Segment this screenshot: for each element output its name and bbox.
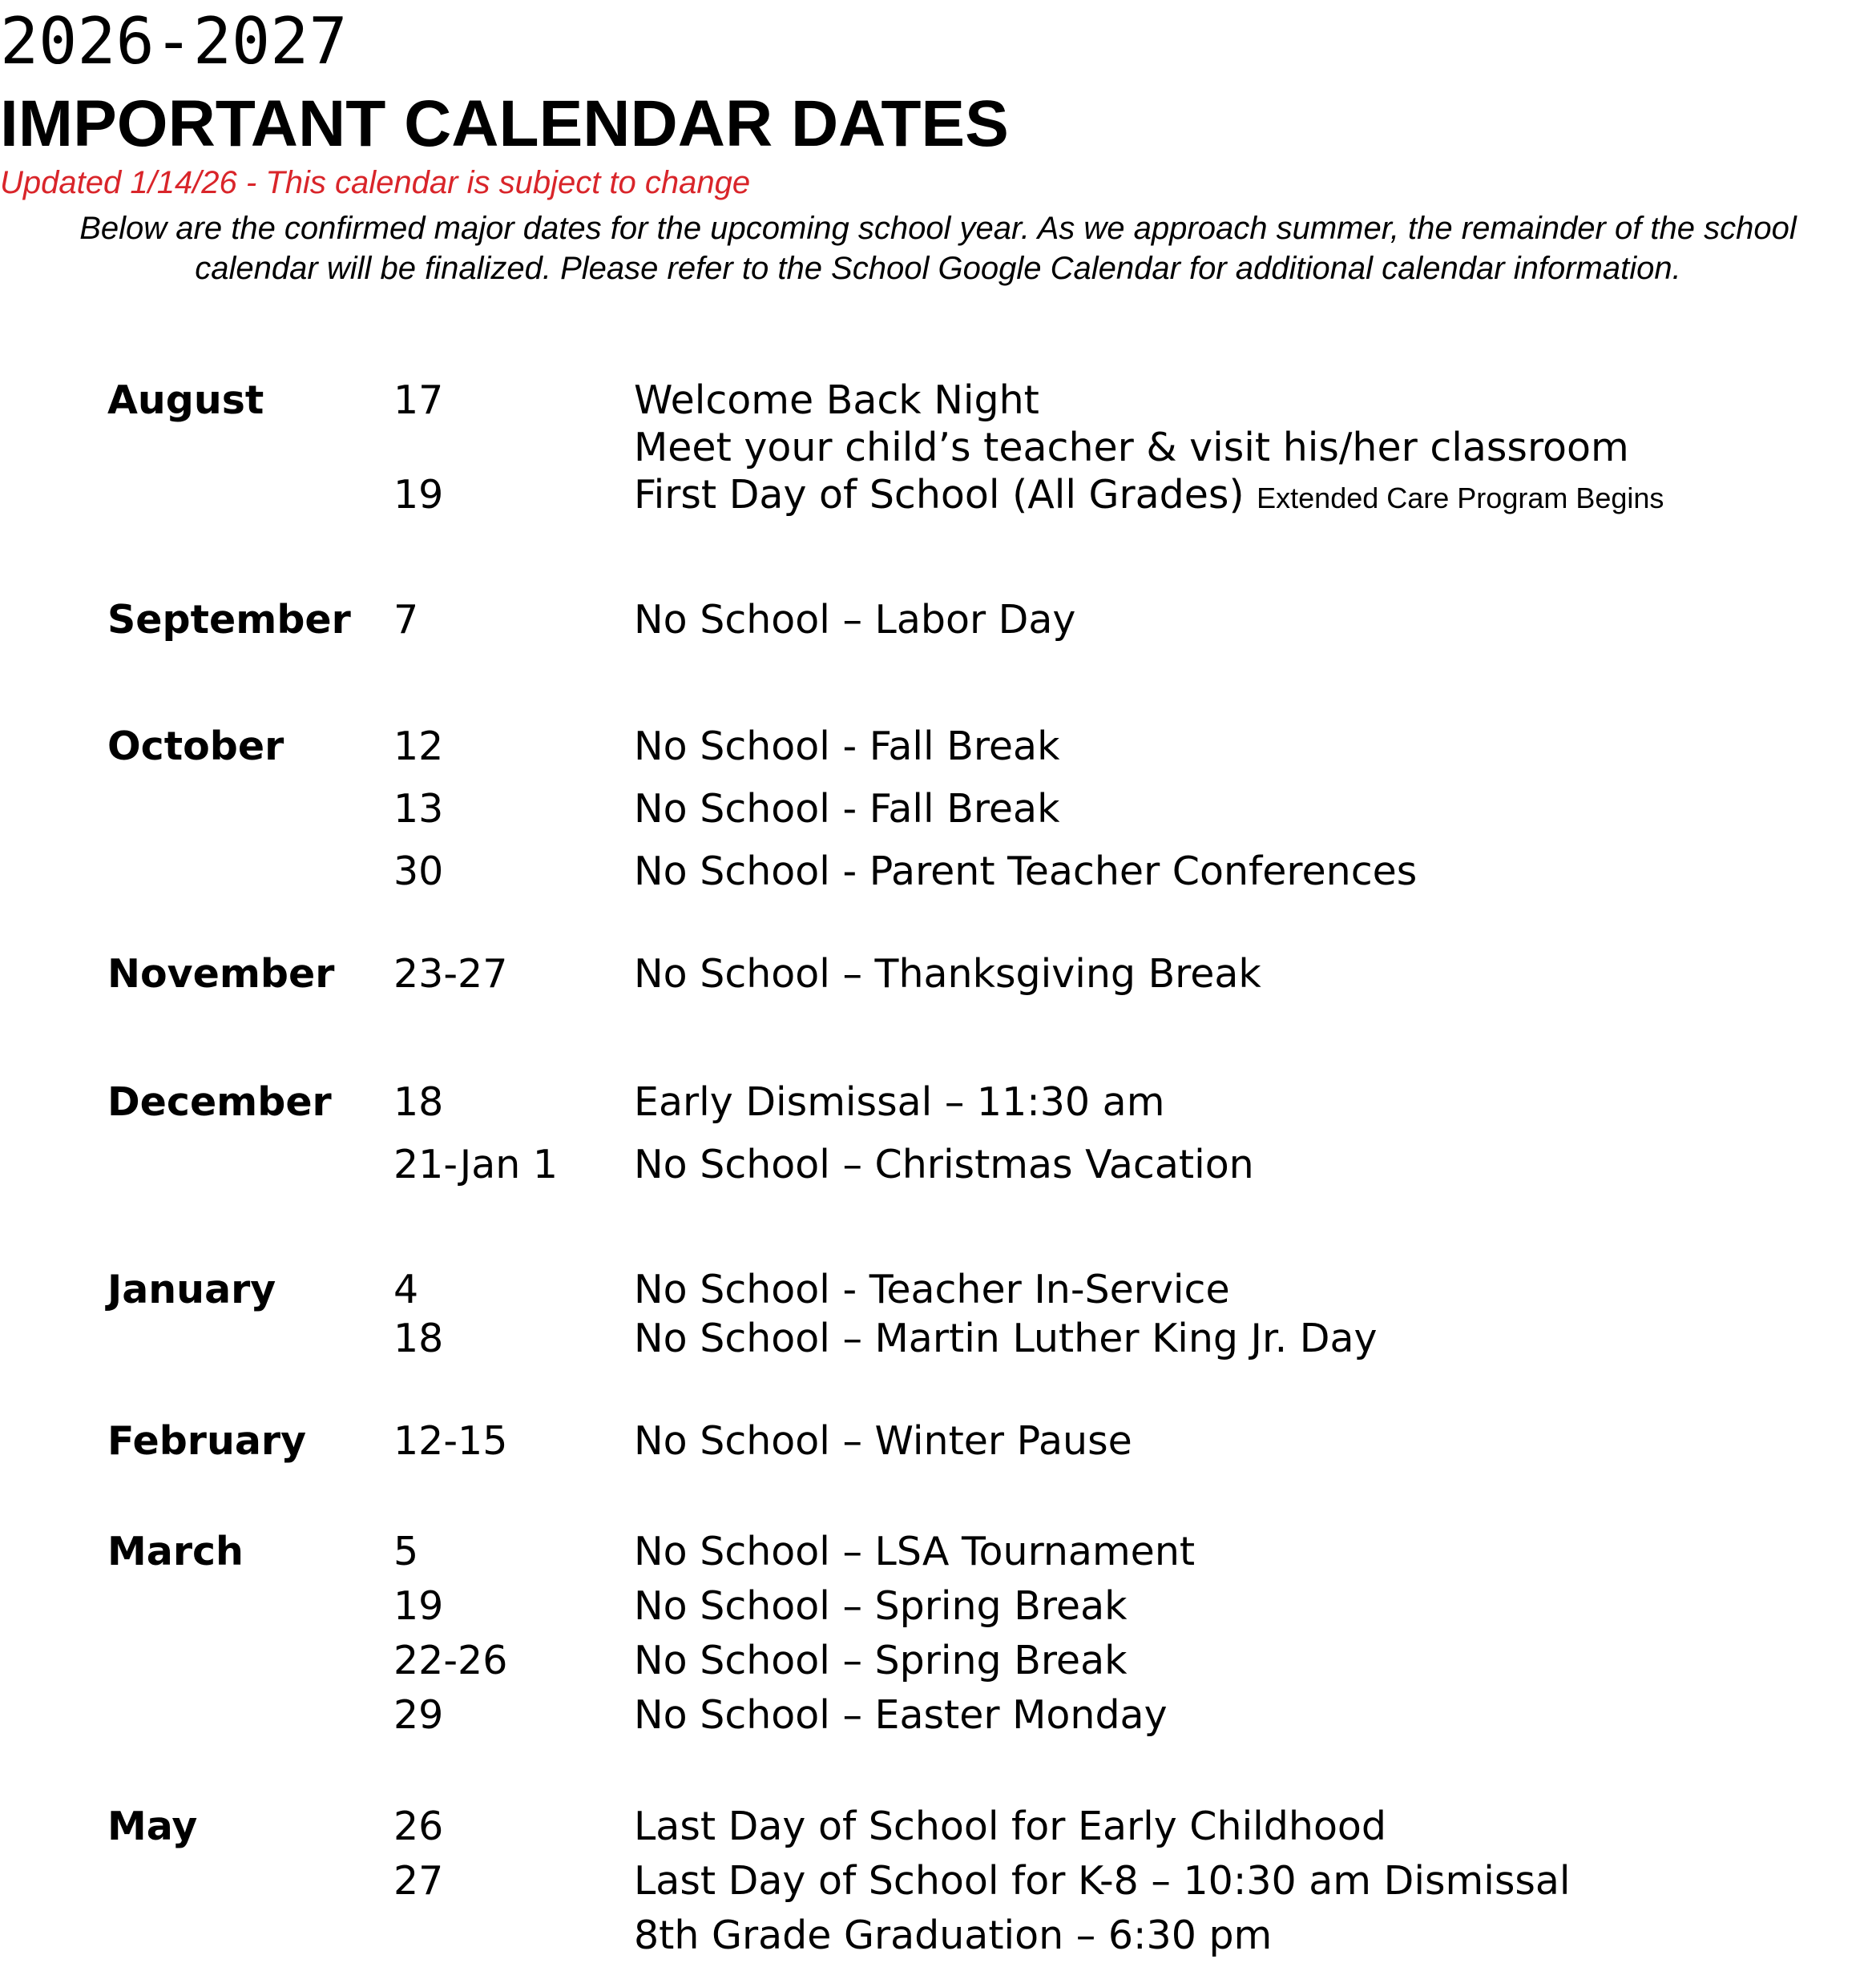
entry-date: 30 xyxy=(393,848,444,894)
entry-date: 7 xyxy=(393,597,419,643)
entry-event: No School – Easter Monday xyxy=(634,1692,1168,1738)
entry-event: Last Day of School for K-8 – 10:30 am Dismissal xyxy=(634,1858,1571,1904)
entry-event: No School - Fall Break xyxy=(634,724,1060,769)
entry-event: No School - Fall Break xyxy=(634,786,1060,832)
entry-date: 17 xyxy=(393,377,444,423)
month-label-may: May xyxy=(107,1804,198,1849)
entry-event: Meet your child’s teacher & visit his/her classroom xyxy=(634,425,1629,470)
entry-date: 12-15 xyxy=(393,1418,508,1464)
entry-event xyxy=(634,471,1664,522)
month-label-september: September xyxy=(107,597,351,643)
month-label-november: November xyxy=(107,951,335,997)
entry-event-text: First Day of School (All Grades) xyxy=(634,472,1245,518)
entry-date: 19 xyxy=(393,472,444,518)
entry-event: No School – LSA Tournament xyxy=(634,1529,1196,1574)
entry-date: 18 xyxy=(393,1316,444,1361)
entry-event: Last Day of School for Early Childhood xyxy=(634,1804,1387,1849)
intro-line-1: Below are the confirmed major dates for the upcoming school year. As we approach summer, the remainder of the school xyxy=(79,211,1797,246)
entry-event: No School – Martin Luther King Jr. Day xyxy=(634,1316,1378,1361)
entry-date: 22-26 xyxy=(393,1638,508,1683)
entry-event: No School – Labor Day xyxy=(634,597,1076,643)
page-title: IMPORTANT CALENDAR DATES xyxy=(0,87,1009,160)
entry-date: 13 xyxy=(393,786,444,832)
month-label-march: March xyxy=(107,1529,244,1574)
month-label-december: December xyxy=(107,1079,332,1125)
entry-event: No School – Spring Break xyxy=(634,1583,1128,1629)
entry-event: No School - Teacher In-Service xyxy=(634,1267,1230,1312)
entry-date: 19 xyxy=(393,1583,444,1629)
intro-line-2: calendar will be finalized. Please refer to the School Google Calendar for additional calendar information. xyxy=(195,251,1681,286)
entry-event: No School – Winter Pause xyxy=(634,1418,1132,1464)
updated-notice: Updated 1/14/26 - This calendar is subject to change xyxy=(0,165,751,200)
entry-event: 8th Grade Graduation – 6:30 pm xyxy=(634,1913,1273,1958)
entry-event-note: Extended Care Program Begins xyxy=(1257,482,1664,514)
entry-date: 18 xyxy=(393,1079,444,1125)
month-label-october: October xyxy=(107,724,284,769)
entry-date: 5 xyxy=(393,1529,419,1574)
entry-date: 21-Jan 1 xyxy=(393,1142,559,1187)
month-label-january: January xyxy=(107,1267,276,1312)
entry-event: Welcome Back Night xyxy=(634,377,1039,423)
entry-date: 29 xyxy=(393,1692,444,1738)
entry-date: 27 xyxy=(393,1858,444,1904)
entry-date: 12 xyxy=(393,724,444,769)
entry-event: Early Dismissal – 11:30 am xyxy=(634,1079,1165,1125)
entry-event: No School – Spring Break xyxy=(634,1638,1128,1683)
school-year: 2026-2027 xyxy=(0,4,348,79)
intro-text xyxy=(32,208,1844,288)
entry-date: 4 xyxy=(393,1267,419,1312)
entry-date: 23-27 xyxy=(393,951,508,997)
entry-event: No School – Christmas Vacation xyxy=(634,1142,1254,1187)
entry-event: No School – Thanksgiving Break xyxy=(634,951,1261,997)
month-label-august: August xyxy=(107,377,264,423)
entry-date: 26 xyxy=(393,1804,444,1849)
month-label-february: February xyxy=(107,1418,307,1464)
entry-event: No School - Parent Teacher Conferences xyxy=(634,848,1418,894)
